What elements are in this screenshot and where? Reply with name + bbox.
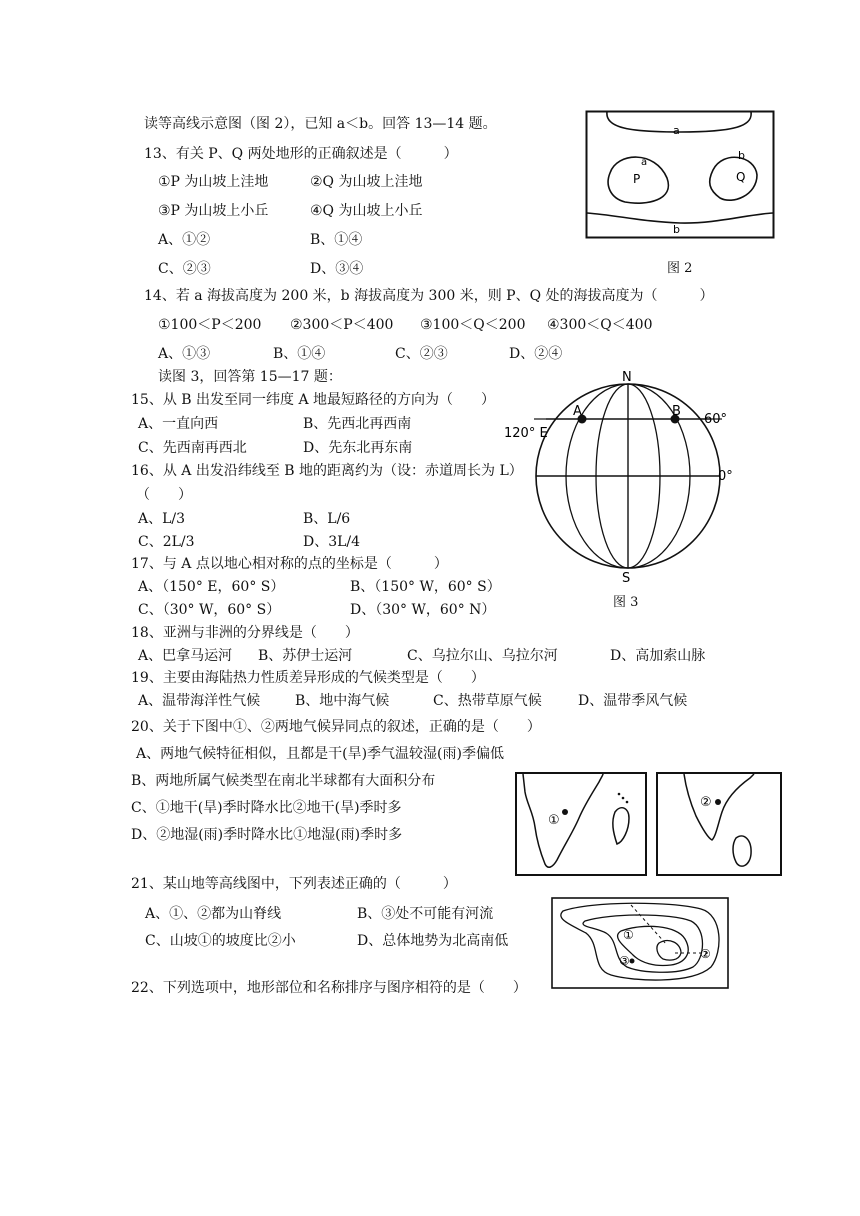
label-q: Q [736, 170, 746, 184]
q13-opt1: ①P 为山坡上洼地 [158, 174, 269, 190]
india-coast [684, 774, 754, 840]
label-0: 0° [718, 469, 733, 484]
label-60: 60° [704, 412, 728, 427]
q13-option-a: A、①② [158, 232, 211, 248]
label-b-bottom: b [673, 223, 680, 236]
label-b: B [672, 404, 681, 419]
q21-option-b: B、③处不可能有河流 [357, 906, 494, 922]
q14-option-c: C、②③ [395, 346, 448, 362]
q13-option-b: B、①④ [310, 232, 363, 248]
q20-option-a: A、两地气候特征相似，且都是干(旱)季气温较湿(雨)季偏低 [136, 746, 504, 762]
q18-option-c: C、乌拉尔山、乌拉尔河 [407, 648, 558, 664]
q20-option-b: B、两地所属气候类型在南北半球都有大面积分布 [131, 773, 436, 789]
label-2: ② [700, 795, 712, 810]
figure-2-contour-map [585, 110, 775, 242]
sri-lanka [733, 836, 751, 866]
q16-option-c: C、2L/3 [138, 534, 195, 550]
intro-fig3: 读图 3，回答第 15—17 题： [158, 369, 342, 385]
figure-3-globe [500, 368, 750, 586]
q21-option-c: C、山坡①的坡度比②小 [145, 933, 296, 949]
q20-stem: 20、关于下图中①、②两地气候异同点的叙述，正确的是（ ） [131, 719, 541, 735]
q16-option-a: A、L/3 [138, 511, 186, 527]
point-2 [715, 799, 721, 805]
q19-stem: 19、主要由海陆热力性质差异形成的气候类型是（ ） [131, 670, 485, 686]
q21-stem: 21、某山地等高线图中，下列表述正确的（ ） [131, 876, 457, 892]
q17-option-b: B、（150° W，60° S） [350, 579, 501, 595]
q18-option-d: D、高加索山脉 [610, 648, 706, 664]
q14-opt4: ④300＜Q＜400 [547, 317, 653, 333]
point-3 [630, 959, 635, 964]
q16-paren: （ ） [136, 487, 192, 503]
dashed-ridge-1 [631, 905, 667, 945]
q15-option-d: D、先东北再东南 [303, 440, 413, 456]
q20-option-d: D、②地湿(雨)季时降水比①地湿(雨)季时多 [131, 827, 403, 843]
q21-contour-map [551, 897, 729, 989]
q15-option-b: B、先西北再西南 [303, 416, 412, 432]
label-a-top: a [673, 124, 680, 137]
q17-stem: 17、与 A 点以地心相对称的点的坐标是（ ） [131, 556, 448, 572]
label-a: A [573, 404, 582, 419]
q14-option-b: B、①④ [273, 346, 326, 362]
q21-option-d: D、总体地势为北高南低 [357, 933, 509, 949]
q17-option-c: C、（30° W，60° S） [138, 602, 281, 618]
q20-option-c: C、①地干(旱)季时降水比②地干(旱)季时多 [131, 800, 402, 816]
label-2: ② [700, 947, 711, 961]
q22-stem: 22、下列选项中，地形部位和名称排序与图序相符的是（ ） [131, 980, 527, 996]
label-a-p: a [641, 157, 648, 168]
point-1 [562, 809, 568, 815]
q19-option-d: D、温带季风气候 [578, 693, 688, 709]
label-p: P [633, 172, 641, 186]
q20-map-india [656, 772, 782, 876]
madagascar [613, 808, 629, 844]
q21-option-a: A、①、②都为山脊线 [145, 906, 282, 922]
label-1: ① [548, 813, 560, 828]
q18-stem: 18、亚洲与非洲的分界线是（ ） [131, 625, 359, 641]
q14-opt1: ①100＜P＜200 [158, 317, 262, 333]
q14-option-a: A、①③ [158, 346, 211, 362]
q14-stem: 14、若 a 海拔高度为 200 米，b 海拔高度为 300 米，则 P、Q 处的海拔高度为（ ） [144, 288, 714, 304]
label-1: ① [623, 928, 634, 942]
q20-map-africa [515, 772, 647, 876]
label-n: N [622, 370, 632, 385]
label-s: S [622, 571, 631, 586]
q13-stem: 13、有关 P、Q 两处地形的正确叙述是（ ） [144, 146, 458, 162]
q15-option-c: C、先西南再西北 [138, 440, 247, 456]
intro-fig2: 读等高线示意图（图 2），已知 a＜b。回答 13—14 题。 [144, 116, 497, 132]
label-b-q: b [738, 149, 745, 162]
q17-option-a: A、（150° E，60° S） [138, 579, 285, 595]
q16-stem: 16、从 A 出发沿纬线至 B 地的距离约为（设：赤道周长为 L） [131, 463, 523, 479]
label-3: ③ [619, 954, 630, 968]
contour-q [710, 157, 757, 200]
q18-option-a: A、巴拿马运河 [138, 648, 233, 664]
q14-opt3: ③100＜Q＜200 [420, 317, 526, 333]
contour-b-bottom [587, 213, 773, 223]
q17-option-d: D、（30° W，60° N） [350, 602, 496, 618]
q19-option-b: B、地中海气候 [295, 693, 390, 709]
q13-option-c: C、②③ [158, 261, 211, 277]
contour-4 [657, 941, 681, 961]
q16-option-b: B、L/6 [303, 511, 351, 527]
q19-option-a: A、温带海洋性气候 [138, 693, 261, 709]
africa-coast [523, 774, 603, 867]
label-120e: 120° E [504, 426, 548, 441]
q18-option-b: B、苏伊士运河 [258, 648, 353, 664]
q13-opt4: ④Q 为山坡上小丘 [310, 203, 423, 219]
q16-option-d: D、3L/4 [303, 534, 361, 550]
q14-opt2: ②300＜P＜400 [290, 317, 394, 333]
q13-opt3: ③P 为山坡上小丘 [158, 203, 269, 219]
q14-option-d: D、②④ [509, 346, 563, 362]
figure-2-caption: 图 2 [667, 261, 693, 276]
q15-stem: 15、从 B 出发至同一纬度 A 地最短路径的方向为（ ） [131, 392, 496, 408]
q19-option-c: C、热带草原气候 [433, 693, 542, 709]
q13-opt2: ②Q 为山坡上洼地 [310, 174, 423, 190]
q15-option-a: A、一直向西 [138, 416, 219, 432]
contour-2 [583, 915, 702, 972]
figure-3-caption: 图 3 [613, 595, 639, 610]
q13-option-d: D、③④ [310, 261, 364, 277]
